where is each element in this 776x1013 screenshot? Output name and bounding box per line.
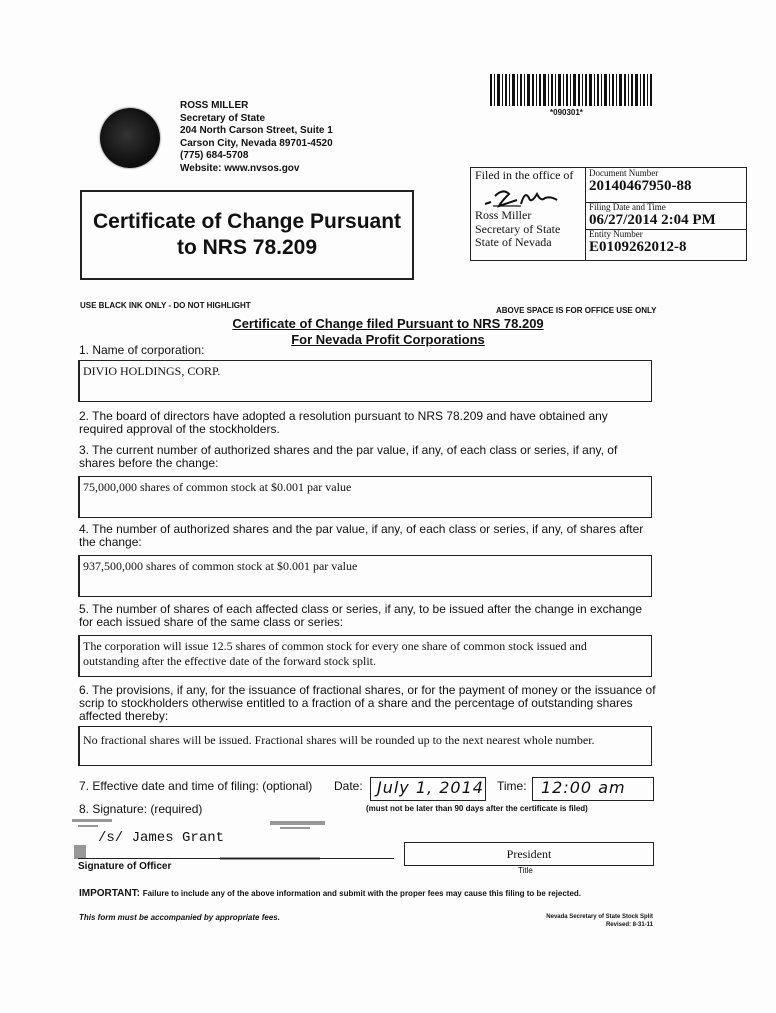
state-seal-icon <box>100 108 160 168</box>
certificate-title-line-2: to NRS 78.209 <box>176 236 318 259</box>
header-address-2: Carson City, Nevada 89701-4520 <box>180 137 333 149</box>
barcode-icon <box>490 74 652 106</box>
form-title-line-1: Certificate of Change filed Pursuant to NRS 78.209 <box>232 316 544 331</box>
header-name: ROSS MILLER <box>180 100 249 111</box>
form-reference-line-1: Nevada Secretary of State Stock Split <box>546 914 653 920</box>
entity-number-cell <box>586 229 746 260</box>
q8-label: 8. Signature: (required) <box>79 802 203 816</box>
effective-time-label: Time: <box>497 779 527 793</box>
title-label: Title <box>518 866 533 875</box>
filing-date-cell <box>586 202 746 230</box>
effective-time-field[interactable]: 12:00 am <box>532 777 654 801</box>
black-ink-notice: USE BLACK INK ONLY - DO NOT HIGHLIGHT <box>80 301 251 310</box>
filing-date-label: Filing Date and Time <box>589 202 666 212</box>
q2-line-1: 2. The board of directors have adopted a resolution pursuant to NRS 78.209 and have obtained any <box>79 409 608 423</box>
filed-secretary-role: Secretary of State <box>475 221 561 236</box>
filed-office-label: Filed in the office of <box>475 168 574 182</box>
signature-of-officer-label: Signature of Officer <box>78 861 172 872</box>
officer-title-field[interactable]: President <box>404 842 654 866</box>
q6-text <box>79 684 659 723</box>
q6-line-2: scrip to stockholders otherwise entitled to a fraction of a share and the percentage of outstanding shares <box>79 696 633 710</box>
certificate-title-line-1: Certificate of Change Pursuant <box>92 210 402 233</box>
important-label: IMPORTANT: <box>79 888 140 899</box>
q1-label: 1. Name of corporation: <box>79 343 205 357</box>
fees-notice: This form must be accompanied by appropriate fees. <box>79 913 280 922</box>
barcode-number: *090301* <box>550 108 583 117</box>
q7-label: 7. Effective date and time of filing: (optional) <box>79 779 313 793</box>
q3-line-1: 3. The current number of authorized shares and the par value, if any, of each class or series, if any, of <box>79 443 618 457</box>
q5-line-2: for each issued share of the same class or series: <box>79 615 344 629</box>
q5-text <box>79 603 659 629</box>
document-number-cell <box>586 168 746 203</box>
filing-date-value: 06/27/2014 2:04 PM <box>589 212 716 228</box>
shares-before-field[interactable]: 75,000,000 shares of common stock at $0.001 par value <box>78 476 652 518</box>
q6-line-1: 6. The provisions, if any, for the issuance of fractional shares, or for the payment of money or the issuance of <box>79 683 656 697</box>
entity-number-label: Entity Number <box>589 229 643 239</box>
fractional-shares-field[interactable]: No fractional shares will be issued. Fractional shares will be rounded up to the next nearest whole number. <box>78 726 652 766</box>
q2-line-2: required approval of the stockholders. <box>79 422 280 436</box>
effective-date-note: (must not be later than 90 days after the certificate is filed) <box>366 804 588 813</box>
q5-answer-line-1: The corporation will issue 12.5 shares of common stock for every one share of common stock issued and <box>83 639 587 653</box>
signature-line <box>78 858 394 859</box>
effective-date-field[interactable]: July 1, 2014 <box>370 777 486 801</box>
q6-line-3: affected thereby: <box>79 709 169 723</box>
q5-answer-line-2: outstanding after the effective date of the forward stock split. <box>83 654 377 668</box>
filed-state: State of Nevada <box>475 235 552 249</box>
document-number-label: Document Number <box>589 168 659 178</box>
form-title-line-2: For Nevada Profit Corporations <box>291 332 485 347</box>
filing-stamp-box <box>470 167 747 261</box>
q5-line-1: 5. The number of shares of each affected class or series, if any, to be issued after the change in exchange <box>79 602 643 616</box>
q3-text <box>79 444 659 470</box>
form-reference-line-2: Revised: 8-31-11 <box>605 922 653 928</box>
corporation-name-field[interactable]: DIVIO HOLDINGS, CORP. <box>78 360 652 402</box>
filed-secretary-name: Ross Miller <box>475 208 532 222</box>
q4-line-2: the change: <box>79 535 142 549</box>
form-reference <box>480 913 653 929</box>
shares-exchange-field[interactable] <box>78 635 652 677</box>
officer-signature[interactable]: /s/ James Grant <box>98 830 225 846</box>
q2-text <box>79 410 659 436</box>
secretary-signature-icon <box>481 184 561 210</box>
q4-line-1: 4. The number of authorized shares and the par value, if any, of each class or series, if any, of shares after <box>79 522 644 536</box>
header-role: Secretary of State <box>180 112 266 124</box>
filing-office-cell <box>471 168 586 260</box>
office-use-notice: ABOVE SPACE IS FOR OFFICE USE ONLY <box>496 306 657 315</box>
secretary-of-state-header <box>180 100 333 175</box>
header-phone: (775) 684-5708 <box>180 150 249 161</box>
shares-after-field[interactable]: 937,500,000 shares of common stock at $0.001 par value <box>78 555 652 597</box>
effective-date-label: Date: <box>334 779 363 793</box>
document-number-value: 20140467950-88 <box>589 178 692 194</box>
header-address-1: 204 North Carson Street, Suite 1 <box>180 125 333 136</box>
important-text: Failure to include any of the above information and submit with the proper fees may cause this filing to be rejected. <box>142 889 581 898</box>
header-website: Website: www.nvsos.gov <box>180 162 300 174</box>
entity-number-value: E0109262012-8 <box>589 239 687 255</box>
certificate-title-box <box>80 190 414 280</box>
q3-line-2: shares before the change: <box>79 456 219 470</box>
important-notice <box>79 888 581 899</box>
q4-text <box>79 523 659 549</box>
